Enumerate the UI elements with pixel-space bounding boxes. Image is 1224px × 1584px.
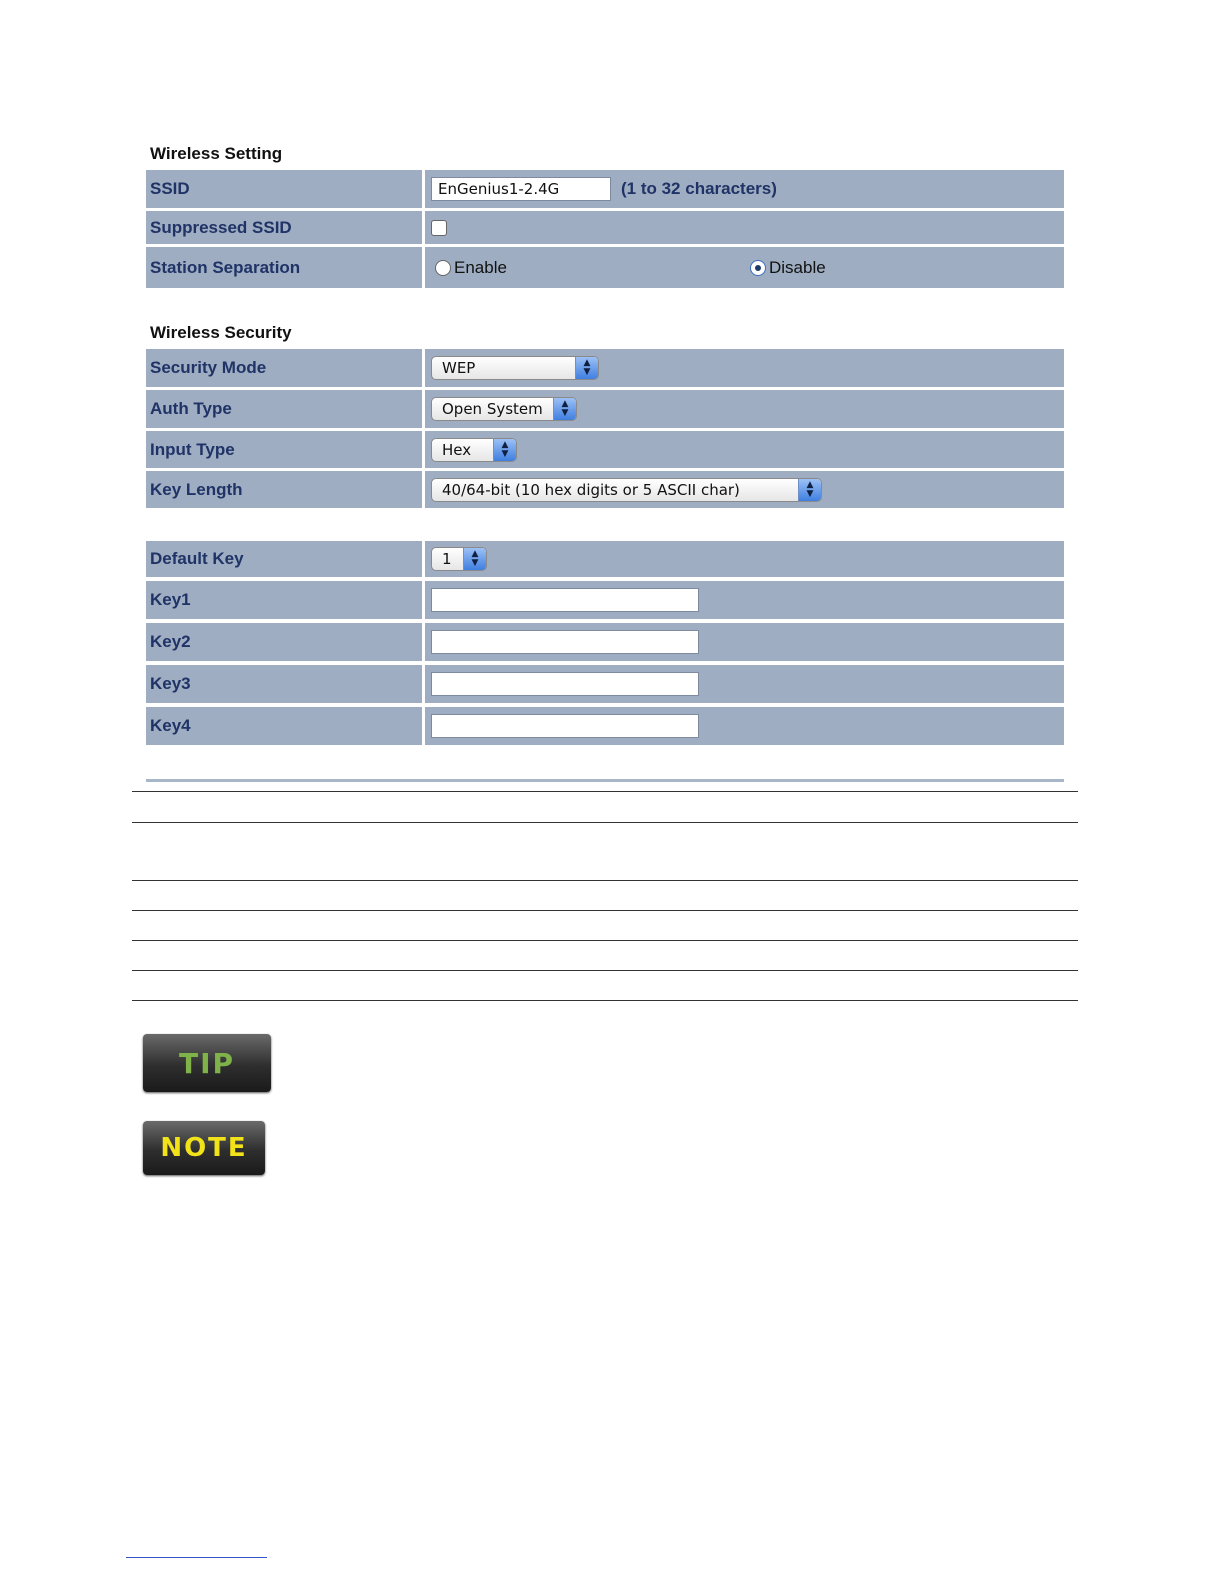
footnote-link-underline bbox=[126, 1557, 267, 1558]
key2-label: Key2 bbox=[146, 623, 422, 661]
suppressed-ssid-label: Suppressed SSID bbox=[146, 211, 422, 244]
key3-row bbox=[146, 665, 1064, 703]
input-type-value: Hex bbox=[442, 440, 472, 459]
select-arrows-icon: ▲ ▼ bbox=[463, 548, 486, 570]
wireless-security-title: Wireless Security bbox=[150, 323, 292, 342]
disable-label: Disable bbox=[769, 257, 826, 277]
key-length-row bbox=[146, 471, 1064, 508]
table-rule bbox=[132, 880, 1078, 881]
wireless-setting-title: Wireless Setting bbox=[150, 144, 283, 163]
key1-row bbox=[146, 581, 1064, 619]
key4-input[interactable] bbox=[431, 714, 699, 738]
disable-radio[interactable] bbox=[750, 260, 766, 276]
enable-label: Enable bbox=[454, 257, 507, 277]
auth-type-select[interactable] bbox=[431, 397, 577, 421]
key3-input[interactable] bbox=[431, 672, 699, 696]
key3-label: Key3 bbox=[146, 665, 422, 703]
table-rule bbox=[132, 1000, 1078, 1001]
ssid-input[interactable]: EnGenius1-2.4G bbox=[431, 177, 611, 201]
station-separation-row bbox=[146, 247, 1064, 288]
key4-label: Key4 bbox=[146, 707, 422, 745]
select-arrows-icon: ▲ ▼ bbox=[575, 357, 598, 379]
note-badge bbox=[143, 1121, 265, 1175]
select-arrows-icon: ▲ ▼ bbox=[553, 398, 576, 420]
key1-label: Key1 bbox=[146, 581, 422, 619]
tip-badge-text: TIP bbox=[178, 1046, 236, 1080]
security-mode-row bbox=[146, 349, 1064, 387]
enable-radio[interactable] bbox=[435, 260, 451, 276]
auth-type-row bbox=[146, 390, 1064, 428]
key-length-select[interactable] bbox=[431, 478, 822, 502]
ssid-row bbox=[146, 170, 1064, 208]
note-badge-text: NOTE bbox=[160, 1133, 248, 1163]
default-key-label: Default Key bbox=[146, 541, 422, 577]
station-separation-enable-option[interactable] bbox=[435, 258, 507, 278]
table-rule bbox=[132, 791, 1078, 792]
tip-badge bbox=[143, 1034, 271, 1092]
ssid-hint: (1 to 32 characters) bbox=[621, 179, 777, 198]
table-rule bbox=[132, 940, 1078, 941]
security-mode-value: WEP bbox=[442, 359, 476, 377]
table-rule bbox=[132, 822, 1078, 823]
station-separation-disable-option[interactable] bbox=[750, 258, 826, 278]
select-arrows-icon: ▲ ▼ bbox=[493, 439, 516, 461]
input-type-row bbox=[146, 431, 1064, 468]
suppressed-ssid-row bbox=[146, 211, 1064, 244]
auth-type-value: Open System bbox=[442, 400, 543, 418]
default-key-value: 1 bbox=[442, 550, 452, 568]
input-type-label: Input Type bbox=[146, 431, 422, 468]
default-key-row bbox=[146, 541, 1064, 577]
ssid-label: SSID bbox=[146, 170, 422, 208]
input-type-select[interactable] bbox=[431, 438, 517, 462]
key1-input[interactable] bbox=[431, 588, 699, 612]
suppressed-ssid-checkbox[interactable] bbox=[431, 220, 447, 236]
select-arrows-icon: ▲ ▼ bbox=[798, 479, 821, 501]
key2-row bbox=[146, 623, 1064, 661]
security-mode-select[interactable] bbox=[431, 356, 599, 380]
default-key-select[interactable] bbox=[431, 547, 487, 571]
form-bottom-divider bbox=[146, 779, 1064, 782]
key4-row bbox=[146, 707, 1064, 745]
key2-input[interactable] bbox=[431, 630, 699, 654]
key-length-label: Key Length bbox=[146, 471, 422, 508]
table-rule bbox=[132, 970, 1078, 971]
auth-type-label: Auth Type bbox=[146, 390, 422, 428]
table-rule bbox=[132, 910, 1078, 911]
key-length-value: 40/64-bit (10 hex digits or 5 ASCII char) bbox=[442, 480, 740, 499]
security-mode-label: Security Mode bbox=[146, 349, 422, 387]
station-separation-label: Station Separation bbox=[146, 247, 422, 288]
